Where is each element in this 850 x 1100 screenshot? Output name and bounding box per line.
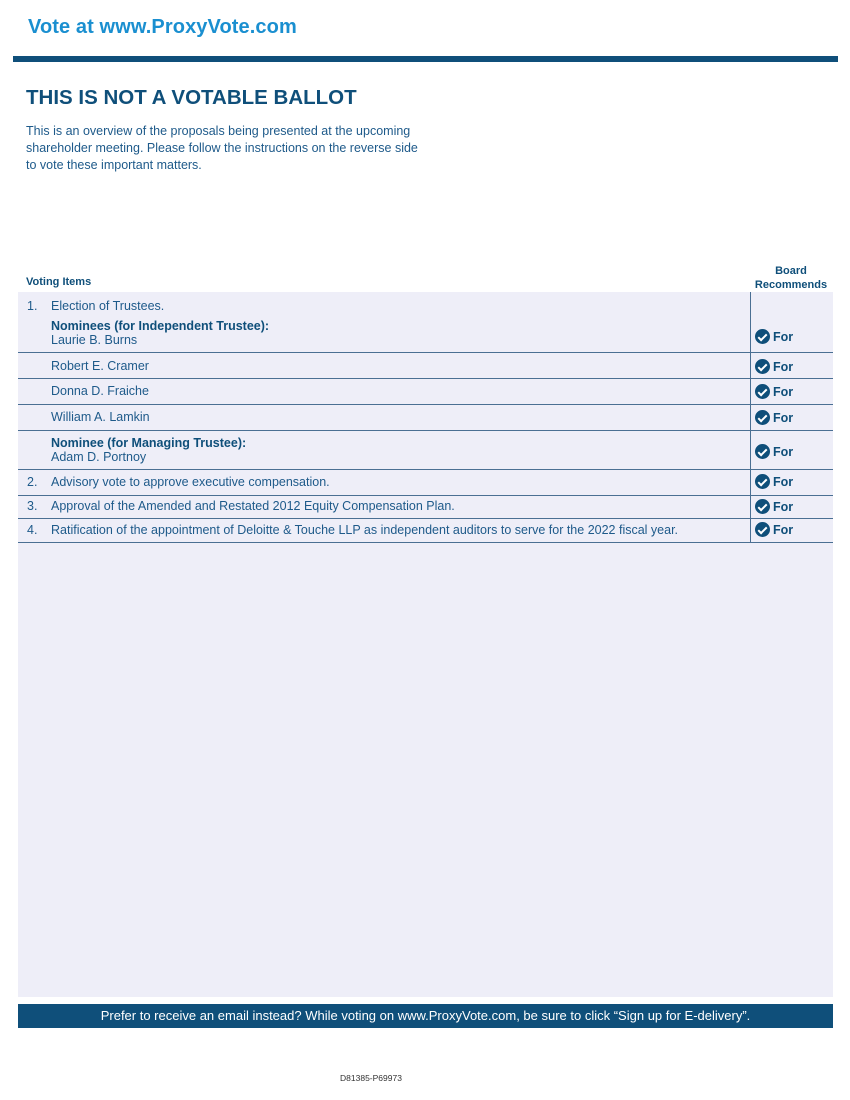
row-divider	[18, 495, 833, 496]
check-circle-icon	[755, 444, 770, 459]
recommendation	[755, 329, 793, 344]
nominee-group-heading: Nominee (for Managing Trustee):	[51, 436, 247, 450]
recommendation	[755, 499, 793, 514]
recommendation	[755, 410, 793, 425]
recommendation	[755, 444, 793, 459]
nominee-name: William A. Lamkin	[51, 410, 150, 424]
recommendation	[755, 359, 793, 374]
recommendation-column-divider	[750, 292, 751, 543]
row-divider	[18, 542, 833, 543]
item-text: Approval of the Amended and Restated 2012 Equity Compensation Plan.	[51, 499, 455, 513]
recommendation	[755, 474, 793, 489]
item-number: 3.	[27, 499, 38, 513]
check-circle-icon	[755, 499, 770, 514]
intro-text: This is an overview of the proposals being presented at the upcoming shareholder meeting. Please follow the instructions on the reverse side to vote these important matters.	[26, 124, 418, 172]
row-divider	[18, 378, 833, 379]
check-circle-icon	[755, 384, 770, 399]
recommendation-label: For	[773, 474, 794, 489]
recommendation	[755, 384, 793, 399]
item-number: 4.	[27, 523, 38, 537]
document-code: D81385-P69973	[340, 1073, 402, 1083]
row-divider	[18, 518, 833, 519]
recommendation-label: For	[773, 444, 794, 459]
check-circle-icon	[755, 474, 770, 489]
item-number: 1.	[27, 299, 38, 313]
row-divider	[18, 352, 833, 353]
recommendation-label: For	[773, 499, 794, 514]
row-divider	[18, 430, 833, 431]
proxyvote-link[interactable]: Vote at www.ProxyVote.com	[28, 16, 297, 38]
recommendation-label: For	[773, 384, 794, 399]
nominee-name: Donna D. Fraiche	[51, 384, 149, 398]
voting-items-header: Voting Items	[26, 276, 92, 288]
row-divider	[18, 469, 833, 470]
recommendation-label: For	[773, 329, 794, 344]
page-title: THIS IS NOT A VOTABLE BALLOT	[26, 86, 357, 109]
nominee-group-heading: Nominees (for Independent Trustee):	[51, 319, 270, 333]
nominee-name: Robert E. Cramer	[51, 359, 149, 373]
item-text: Ratification of the appointment of Deloitte & Touche LLP as independent auditors to serve for the 2022 fiscal year.	[51, 523, 679, 537]
item-text: Advisory vote to approve executive compensation.	[51, 475, 330, 489]
item-text: Election of Trustees.	[51, 299, 165, 313]
check-circle-icon	[755, 522, 770, 537]
nominee-name: Adam D. Portnoy	[51, 450, 147, 464]
board-recommends-header: Board Recommends	[754, 265, 828, 291]
check-circle-icon	[755, 329, 770, 344]
recommendation	[755, 522, 793, 537]
recommendation-label: For	[773, 410, 794, 425]
nominee-name: Laurie B. Burns	[51, 333, 138, 347]
recommendation-label: For	[773, 522, 794, 537]
item-number: 2.	[27, 475, 38, 489]
row-divider	[18, 404, 833, 405]
check-circle-icon	[755, 410, 770, 425]
header-divider	[13, 56, 838, 62]
recommendation-label: For	[773, 359, 794, 374]
edelivery-banner: Prefer to receive an email instead? While voting on www.ProxyVote.com, be sure to click “Sign up for E-delivery”.	[18, 1004, 833, 1028]
check-circle-icon	[755, 359, 770, 374]
